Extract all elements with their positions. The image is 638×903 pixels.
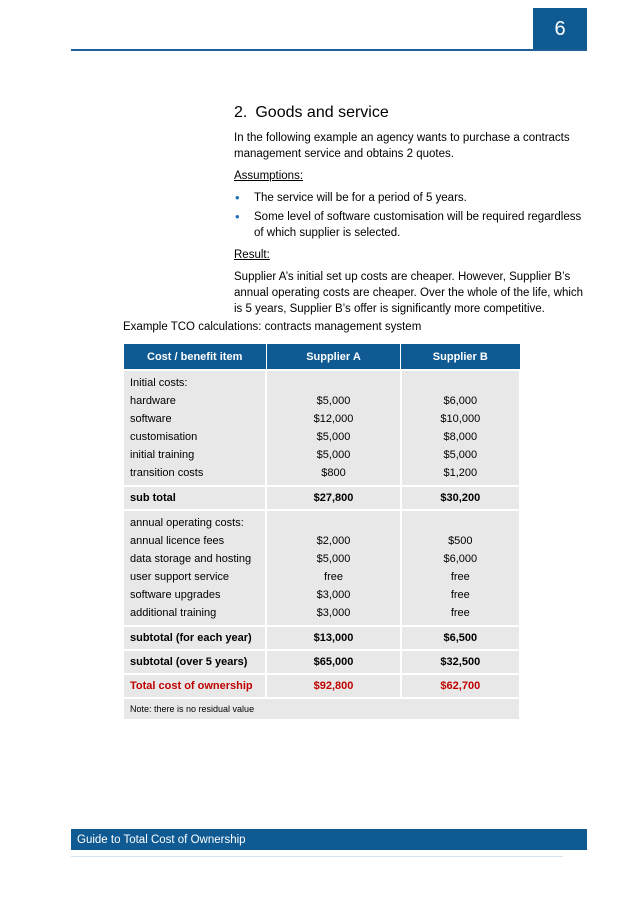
cell: transition costs <box>130 467 204 479</box>
cell: $5,000 <box>316 553 351 565</box>
table-header-row <box>123 344 520 371</box>
list-item <box>234 209 584 241</box>
footer-bar <box>71 829 587 850</box>
cell: $5,000 <box>316 395 351 407</box>
cell: data storage and hosting <box>130 553 252 565</box>
cell: $2,000 <box>316 535 351 547</box>
assumptions-label: Assumptions: <box>234 170 304 182</box>
cell: free <box>324 571 343 583</box>
cell: free <box>450 607 470 619</box>
cell: subtotal (over 5 years) <box>123 650 266 674</box>
cell: software <box>130 413 172 425</box>
header-supplier-b: Supplier B <box>401 344 520 371</box>
result-paragraph: Supplier A’s initial set up costs are cheaper. However, Supplier B’s annual operating costs are cheaper. Over the whole of the life, which is 5 years, Supplier B’s offer is significantly more competitive. <box>234 271 584 315</box>
subtotal-five-years-row <box>123 650 520 674</box>
cell: initial training <box>130 449 195 461</box>
cell: $92,800 <box>266 674 400 698</box>
footer-title: Guide to Total Cost of Ownership <box>77 833 246 846</box>
assumptions-list <box>234 190 584 241</box>
initial-costs-items <box>123 370 266 486</box>
table-note: Note: there is no residual value <box>123 698 520 720</box>
bullet-icon: • <box>235 209 240 224</box>
footer-rule <box>71 856 563 857</box>
header-supplier-a: Supplier A <box>266 344 400 371</box>
cell: $5,000 <box>316 449 351 461</box>
cell: $3,000 <box>316 607 351 619</box>
cell: $65,000 <box>266 650 400 674</box>
header-item: Cost / benefit item <box>123 344 266 371</box>
total-cost-row <box>123 674 520 698</box>
annual-costs-group <box>123 510 520 626</box>
bullet-icon: • <box>235 190 240 205</box>
cell: $27,800 <box>266 486 400 510</box>
page-number: 6 <box>533 8 587 51</box>
cell: customisation <box>130 431 198 443</box>
cell: $30,200 <box>401 486 520 510</box>
cell: $800 <box>321 467 346 479</box>
cell: $1,200 <box>443 467 478 479</box>
list-item-text: Some level of software customisation will be required regardless of which supplier is selected. <box>254 211 582 239</box>
section-heading <box>234 103 584 123</box>
cell: sub total <box>123 486 266 510</box>
initial-costs-supplier-a <box>266 370 400 486</box>
cell: annual licence fees <box>130 535 225 547</box>
cell: $8,000 <box>443 431 478 443</box>
section-title: Goods and service <box>255 104 389 121</box>
initial-costs-group <box>123 370 520 486</box>
annual-costs-supplier-b <box>401 510 520 626</box>
cell: $13,000 <box>266 626 400 650</box>
cell: software upgrades <box>130 589 221 601</box>
section-number: 2. <box>234 104 248 121</box>
intro-paragraph: In the following example an agency wants to purchase a contracts management service and obtains 2 quotes. <box>234 132 570 160</box>
cell: free <box>450 571 470 583</box>
cell: $6,000 <box>443 553 478 565</box>
group-heading: annual operating costs: <box>130 517 244 529</box>
annual-costs-items <box>123 510 266 626</box>
tco-table <box>122 343 521 721</box>
annual-costs-supplier-a <box>266 510 400 626</box>
cell: $6,000 <box>443 395 478 407</box>
cell: free <box>450 589 470 601</box>
list-item <box>234 190 584 206</box>
header-rule <box>71 49 587 51</box>
initial-costs-supplier-b <box>401 370 520 486</box>
table-caption: Example TCO calculations: contracts management system <box>123 321 422 333</box>
subtotal-row <box>123 486 520 510</box>
subtotal-each-year-row <box>123 626 520 650</box>
note-row <box>123 698 520 720</box>
cell: user support service <box>130 571 230 583</box>
cell: $62,700 <box>401 674 520 698</box>
cell: $12,000 <box>313 413 354 425</box>
cell: $3,000 <box>316 589 351 601</box>
cell: subtotal (for each year) <box>123 626 266 650</box>
list-item-text: The service will be for a period of 5 years. <box>254 192 467 204</box>
cell: $32,500 <box>401 650 520 674</box>
cell: $10,000 <box>440 413 481 425</box>
group-heading: Initial costs: <box>130 377 188 389</box>
cell: $5,000 <box>316 431 351 443</box>
section-content <box>234 103 584 323</box>
cell: $500 <box>448 535 473 547</box>
cell: additional training <box>130 607 217 619</box>
cell: $6,500 <box>401 626 520 650</box>
cell: hardware <box>130 395 176 407</box>
cell: $5,000 <box>443 449 478 461</box>
cell: Total cost of ownership <box>123 674 266 698</box>
result-label: Result: <box>234 249 270 261</box>
